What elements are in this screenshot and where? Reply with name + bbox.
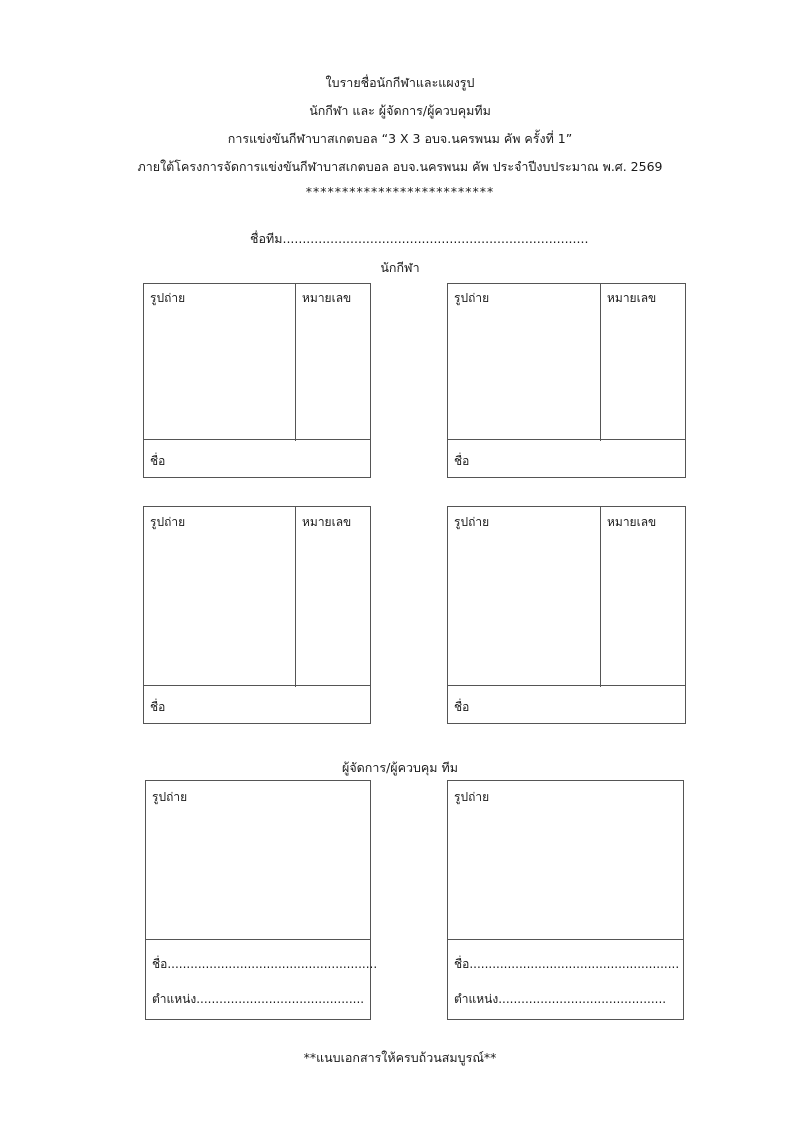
photo-label: รูปถ่าย xyxy=(152,790,188,804)
player-card-2 xyxy=(447,283,686,478)
number-area[interactable] xyxy=(600,507,685,687)
photo-area[interactable] xyxy=(448,781,683,941)
form-subtitle: นักกีฬา และ ผู้จัดการ/ผู้ควบคุมทีม xyxy=(309,103,491,118)
number-area[interactable] xyxy=(295,284,370,441)
photo-area[interactable] xyxy=(144,507,296,687)
number-area[interactable] xyxy=(295,507,370,687)
form-title: ใบรายชื่อนักกีฬาและแผงรูป xyxy=(325,75,475,90)
number-label: หมายเลข xyxy=(607,515,657,529)
name-label: ชื่อ xyxy=(150,454,166,468)
name-field[interactable]: ชื่อ....................................................... xyxy=(454,957,680,971)
photo-label: รูปถ่าย xyxy=(454,291,490,305)
photo-area[interactable] xyxy=(448,284,601,441)
event-title: การแข่งขันกีฬาบาสเกตบอล “3 X 3 อบจ.นครพนม คัพ ครั้งที่ 1” xyxy=(227,131,573,146)
number-label: หมายเลข xyxy=(302,291,352,305)
attachment-note: **แนบเอกสารให้ครบถ้วนสมบูรณ์** xyxy=(303,1050,497,1065)
team-name-field[interactable]: ชื่อทีม............................................................................. xyxy=(250,231,589,246)
player-card-3 xyxy=(143,506,371,724)
photo-label: รูปถ่าย xyxy=(150,291,186,305)
name-field[interactable]: ชื่อ....................................................... xyxy=(152,957,378,971)
name-label: ชื่อ xyxy=(454,700,470,714)
players-section-label: นักกีฬา xyxy=(380,260,420,275)
name-area[interactable] xyxy=(144,439,370,477)
name-area[interactable] xyxy=(144,685,370,723)
separator-stars: ************************** xyxy=(305,184,495,199)
photo-area[interactable] xyxy=(448,507,601,687)
player-card-4 xyxy=(447,506,686,724)
project-title: ภายใต้โครงการจัดการแข่งขันกีฬาบาสเกตบอล อบจ.นครพนม คัพ ประจำปีงบประมาณ พ.ศ. 2569 xyxy=(137,159,663,174)
manager-card-2 xyxy=(447,780,684,1020)
position-field[interactable]: ตำแหน่ง............................................ xyxy=(152,992,365,1006)
photo-area[interactable] xyxy=(144,284,296,441)
number-label: หมายเลข xyxy=(607,291,657,305)
name-label: ชื่อ xyxy=(150,700,166,714)
details-area xyxy=(146,939,378,1019)
name-label: ชื่อ xyxy=(454,454,470,468)
manager-card-1 xyxy=(145,780,378,1020)
player-card-1 xyxy=(143,283,371,478)
details-area xyxy=(448,939,683,1019)
number-label: หมายเลข xyxy=(302,515,352,529)
number-area[interactable] xyxy=(600,284,685,441)
position-field[interactable]: ตำแหน่ง............................................ xyxy=(454,992,667,1006)
managers-section-label: ผู้จัดการ/ผู้ควบคุม ทีม xyxy=(342,760,458,775)
photo-area[interactable] xyxy=(146,781,370,941)
photo-label: รูปถ่าย xyxy=(150,515,186,529)
photo-label: รูปถ่าย xyxy=(454,790,490,804)
name-area[interactable] xyxy=(448,685,685,723)
photo-label: รูปถ่าย xyxy=(454,515,490,529)
name-area[interactable] xyxy=(448,439,685,477)
